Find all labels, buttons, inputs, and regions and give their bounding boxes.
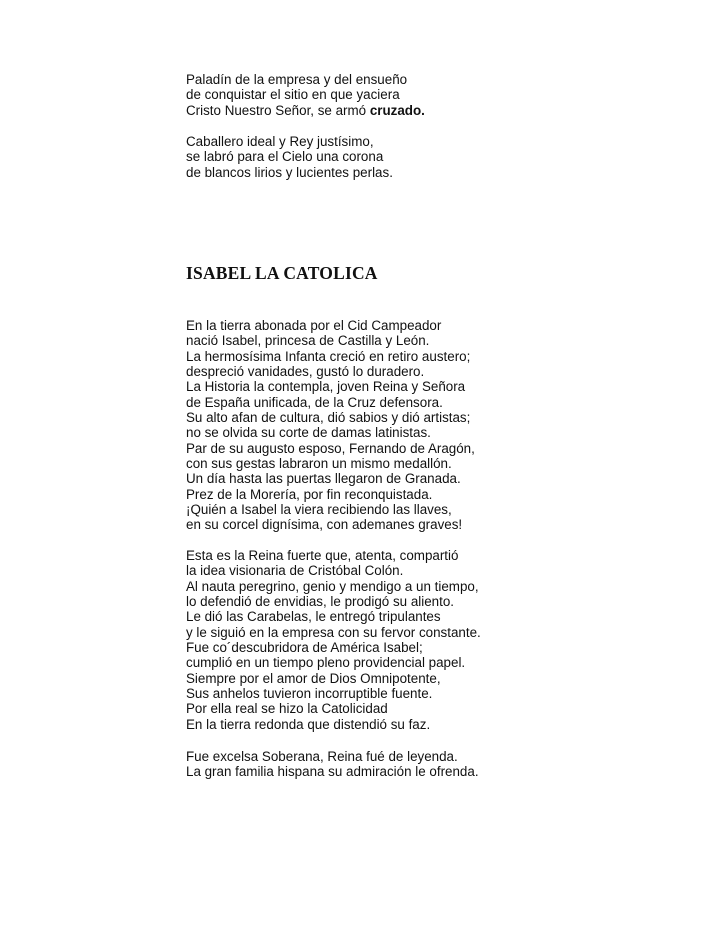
verse-line: ¡Quién a Isabel la viera recibiendo las llaves, bbox=[186, 502, 452, 518]
verse-line: Un día hasta las puertas llegaron de Granada. bbox=[186, 471, 461, 487]
poem-title: ISABEL LA CATOLICA bbox=[186, 263, 378, 283]
verse-line bbox=[186, 103, 425, 118]
verse-line: cumplió en un tiempo pleno providencial papel. bbox=[186, 655, 466, 671]
emphasized-word: cruzado. bbox=[369, 102, 425, 118]
verse-line: Caballero ideal y Rey justísimo, bbox=[186, 134, 374, 149]
verse-line: La Historia la contempla, joven Reina y Señora bbox=[186, 379, 466, 395]
verse-line: Le dió las Carabelas, le entregó tripulantes bbox=[186, 609, 441, 625]
verse-line: en su corcel dignísima, con ademanes graves! bbox=[186, 517, 463, 533]
stanza-1 bbox=[186, 72, 425, 118]
verse-line: La gran familia hispana su admiración le ofrenda. bbox=[186, 764, 479, 780]
verse-line: En la tierra abonada por el Cid Campeador bbox=[186, 318, 442, 333]
verse-line-text: Cristo Nuestro Señor, se armó bbox=[186, 102, 370, 118]
verse-line: Por ella real se hizo la Catolicidad bbox=[186, 701, 388, 717]
verse-line: Su alto afan de cultura, dió sabios y dió artistas; bbox=[186, 410, 471, 426]
verse-line: con sus gestas labraron un mismo medallón. bbox=[186, 456, 452, 472]
stanza-4 bbox=[186, 548, 481, 732]
verse-line: Siempre por el amor de Dios Omnipotente, bbox=[186, 670, 441, 686]
verse-line: la idea visionaria de Cristóbal Colón. bbox=[186, 563, 404, 579]
verse-line: Fue excelsa Soberana, Reina fué de leyenda. bbox=[186, 749, 458, 764]
verse-line: La hermosísima Infanta creció en retiro austero; bbox=[186, 348, 471, 364]
stanza-2 bbox=[186, 134, 393, 180]
stanza-5 bbox=[186, 749, 479, 780]
verse-line: se labró para el Cielo una corona bbox=[186, 149, 384, 165]
verse-line: Prez de la Morería, por fin reconquistada. bbox=[186, 486, 433, 502]
verse-line: Fue co´descubridora de América Isabel; bbox=[186, 640, 423, 656]
verse-line: En la tierra redonda que distendió su faz. bbox=[186, 716, 431, 732]
verse-line: Sus anhelos tuvieron incorruptible fuente. bbox=[186, 686, 433, 702]
stanza-3 bbox=[186, 318, 475, 533]
verse-line: Esta es la Reina fuerte que, atenta, compartió bbox=[186, 548, 459, 563]
verse-line: Paladín de la empresa y del ensueño bbox=[186, 72, 408, 87]
verse-line: Al nauta peregrino, genio y mendigo a un tiempo, bbox=[186, 578, 479, 594]
verse-line: lo defendió de envidias, le prodigó su aliento. bbox=[186, 594, 455, 610]
verse-line: no se olvida su corte de damas latinistas. bbox=[186, 425, 431, 441]
verse-line: Par de su augusto esposo, Fernando de Aragón, bbox=[186, 440, 475, 456]
verse-line: despreció vanidades, gustó lo duradero. bbox=[186, 364, 425, 380]
verse-line: de conquistar el sitio en que yaciera bbox=[186, 87, 400, 103]
verse-line: de España unificada, de la Cruz defensora. bbox=[186, 394, 443, 410]
verse-line: de blancos lirios y lucientes perlas. bbox=[186, 164, 393, 180]
verse-line: y le siguió en la empresa con su fervor constante. bbox=[186, 624, 481, 640]
verse-line: nació Isabel, princesa de Castilla y León. bbox=[186, 333, 430, 349]
